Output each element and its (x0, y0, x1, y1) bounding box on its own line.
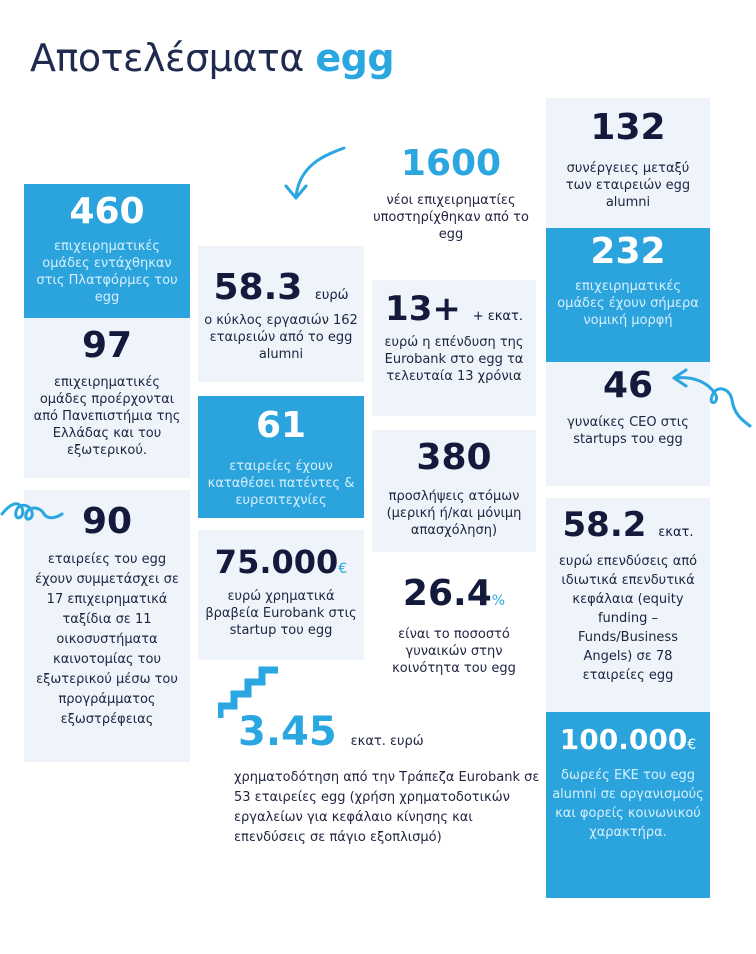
title-main: Αποτελέσματα (30, 36, 304, 80)
stat-desc: νέοι επιχειρηματίες υποστηρίχθηκαν από το egg (373, 193, 529, 242)
stat-unit: + εκατ. (472, 309, 523, 324)
title-accent: egg (315, 36, 395, 80)
stat-number: 26.4 (402, 573, 492, 614)
stat-value (238, 709, 548, 755)
stat-desc: χρηματοδότηση από την Τράπεζα Eurobank σε 53 εταιρείες egg (χρήση χρηματοδοτικών εργαλείων για κεφάλαιο κίνησης και επενδύσεις σε πάγιο εξοπλισμό) (234, 770, 540, 845)
stat-value (378, 573, 530, 614)
stat-380 (372, 430, 536, 552)
stat-value: 1600 (400, 143, 502, 184)
stat-currency: € (687, 737, 697, 753)
stat-unit: ευρώ (314, 288, 349, 303)
stat-desc: επιχειρηματικές ομάδες προέρχονται από Πανεπιστήμια της Ελλάδας και του εξωτερικού. (33, 375, 181, 458)
stat-value: 46 (602, 365, 654, 406)
stat-value: 61 (255, 405, 307, 446)
stat-value: 90 (81, 501, 133, 542)
stat-value: 97 (81, 325, 133, 366)
stairs-icon (218, 662, 284, 720)
stat-desc: προσλήψεις ατόμων (μερική ή/και μόνιμη απασχόληση) (386, 489, 522, 538)
stat-desc: δωρεές ΕΚΕ του egg alumni σε οργανισμούς και φορείς κοινωνικού χαρακτήρα. (552, 768, 704, 840)
stat-value: 380 (416, 437, 492, 478)
stat-desc: εταιρείες του egg έχουν συμμετάσχει σε 17 επιχειρηματικά ταξίδια σε 11 οικοσυστήματα καινοτομίας του εξωτερικού μέσω του προγράμματος εξωστρέφειας (35, 552, 179, 727)
stat-460 (24, 184, 190, 318)
stat-desc: είναι το ποσοστό γυναικών στην κοινότητα του egg (392, 627, 516, 676)
stat-58-2 (546, 498, 710, 712)
stat-number: 13+ (385, 289, 461, 329)
stat-unit: εκατ. ευρώ (350, 734, 424, 749)
stat-desc: επιχειρηματικές ομάδες εντάχθηκαν στις Πλατφόρμες του egg (36, 239, 178, 305)
stat-desc: συνέργειες μεταξύ των εταιρειών egg alumni (565, 161, 691, 210)
stat-90 (24, 490, 190, 762)
stat-value (550, 723, 706, 756)
stat-currency: € (338, 561, 348, 577)
stat-value: 460 (69, 191, 145, 232)
page-title (30, 36, 394, 80)
stat-number: 58.2 (562, 505, 647, 545)
stat-value (552, 505, 704, 545)
stat-number: 100.000 (559, 723, 688, 756)
stat-desc: ευρώ χρηματικά βραβεία Eurobank στις startup του egg (205, 589, 357, 638)
stat-desc: ευρώ η επένδυση της Eurobank στο egg τα τελευταία 13 χρόνια (384, 335, 524, 384)
stat-132 (546, 98, 710, 228)
stat-value: 132 (590, 107, 666, 148)
stat-desc: ο κύκλος εργασιών 162 εταιρειών από το egg alumni (204, 313, 358, 362)
stat-unit: εκατ. (658, 525, 694, 540)
curved-arrow-icon (282, 140, 352, 210)
stat-percent: % (491, 593, 506, 609)
stat-232 (546, 228, 710, 362)
stat-value (204, 267, 358, 308)
stat-97 (24, 318, 190, 478)
stat-75000 (198, 530, 364, 660)
stat-number: 3.45 (238, 709, 337, 755)
stat-26-4 (372, 566, 536, 692)
squiggle-arrow-icon (668, 366, 754, 436)
stat-value (378, 289, 530, 329)
stat-number: 58.3 (213, 267, 303, 308)
stat-number: 75.000 (214, 543, 339, 581)
stat-100000 (546, 712, 710, 898)
stat-desc: γυναίκες CEO στις startups του egg (567, 415, 689, 447)
stat-3-45 (226, 709, 548, 888)
stat-value: 232 (590, 231, 666, 272)
stat-61 (198, 396, 364, 518)
stat-value (204, 543, 358, 581)
stat-58-3 (198, 246, 364, 382)
stat-desc: εταιρείες έχουν καταθέσει πατέντες & ευρεσιτεχνίες (207, 459, 355, 508)
stat-13 (372, 280, 536, 416)
stat-desc: ευρώ επενδύσεις από ιδιωτικά επενδυτικά κεφάλαια (equity funding – Funds/Business Angels) σε 78 εταιρείες egg (558, 554, 698, 683)
squiggle-icon (0, 494, 64, 530)
stat-desc: επιχειρηματικές ομάδες έχουν σήμερα νομική μορφή (557, 279, 699, 328)
stat-1600 (356, 143, 546, 266)
